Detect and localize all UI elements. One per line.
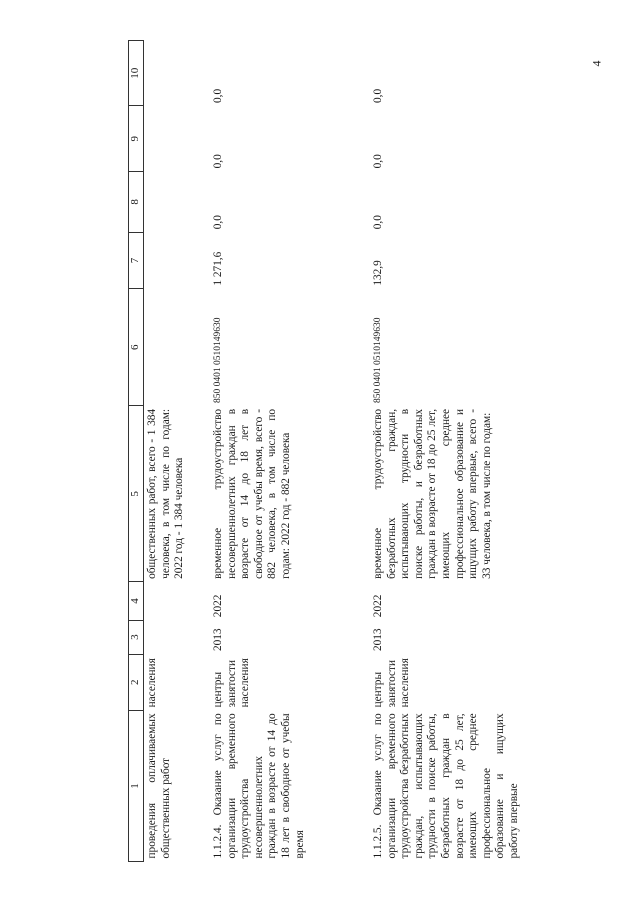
cell-start-year: 2013 — [212, 628, 224, 652]
page-number: 4 — [589, 60, 604, 67]
col-header-8: 8 — [129, 171, 144, 232]
column-number-row — [129, 41, 144, 862]
cell-value-2025: 0,0 — [372, 88, 384, 103]
program-table — [128, 40, 552, 862]
table-row — [202, 41, 362, 862]
cell-value-2023: 0,0 — [372, 215, 384, 230]
cell-value-2024: 0,0 — [372, 154, 384, 169]
col-header-9: 9 — [129, 106, 144, 171]
cell-code: 850 0401 0510149630 — [373, 317, 383, 403]
col-header-5: 5 — [129, 406, 144, 582]
cell-start-year — [144, 620, 203, 654]
cell-result: временное трудоустройство несовершеннолетних граждан в возрасте от 14 до 18 лет в свободное от учебы время, всего - 882 человека, в том числе по годам: 2022 год - 882 человека — [212, 408, 292, 579]
col-header-6: 6 — [129, 289, 144, 406]
cell-measure: проведения оплачиваемых общественных работ — [146, 713, 172, 859]
cell-code: 850 0401 0510149630 — [213, 317, 223, 403]
cell-value-2025 — [144, 41, 203, 106]
cell-result: временное трудоустройство безработных граждан, испытывающих трудности в поиске работы, и безработных граждан в возрасте от 18 до 25 лет, имеющих среднее профессиональное образование и ищущих работу впервые, всего - 33 человека, в том числе по годам: — [372, 408, 493, 579]
cell-value-2024: 0,0 — [212, 154, 224, 169]
cell-value-2024 — [144, 106, 203, 171]
cell-measure: 1.1.2.5. Оказание услуг по организации временного трудоустройства безработных граждан, испытывающих трудности в поиске работы, безработных граждан в возрасте от 18 до 25 лет, имеющих среднее профессиональное образование и ищущих работу впервые — [372, 713, 520, 859]
cell-executor: центры занятости населения — [212, 658, 252, 708]
rotated-table-container — [128, 40, 538, 862]
col-header-4: 4 — [129, 582, 144, 620]
cell-end-year: 2022 — [372, 594, 384, 618]
cell-value-2025: 0,0 — [212, 88, 224, 103]
col-header-3: 3 — [129, 620, 144, 654]
cell-end-year: 2022 — [212, 594, 224, 618]
cell-value-2022 — [144, 232, 203, 288]
cell-executor: центры занятости населения — [372, 658, 412, 708]
cell-result: общественных работ, всего - 1 384 человека, в том числе по годам: 2022 год - 1 384 человека — [146, 408, 186, 579]
cell-measure: 1.1.2.4. Оказание услуг по организации временного трудоустройства несовершеннолетних граждан в возрасте от 14 до 18 лет в свободное от учебы время — [212, 713, 306, 859]
col-header-2: 2 — [129, 654, 144, 710]
table-row — [144, 41, 203, 862]
cell-executor: населения — [146, 658, 158, 708]
col-header-7: 7 — [129, 232, 144, 288]
cell-start-year: 2013 — [372, 628, 384, 652]
table-row — [362, 41, 552, 862]
col-header-1: 1 — [129, 710, 144, 861]
cell-value-2023 — [144, 171, 203, 232]
cell-code — [144, 289, 203, 406]
col-header-10: 10 — [129, 41, 144, 106]
cell-end-year — [144, 582, 203, 620]
cell-value-2022: 132,9 — [372, 260, 384, 286]
cell-value-2023: 0,0 — [212, 215, 224, 230]
cell-value-2022: 1 271,6 — [212, 251, 224, 286]
